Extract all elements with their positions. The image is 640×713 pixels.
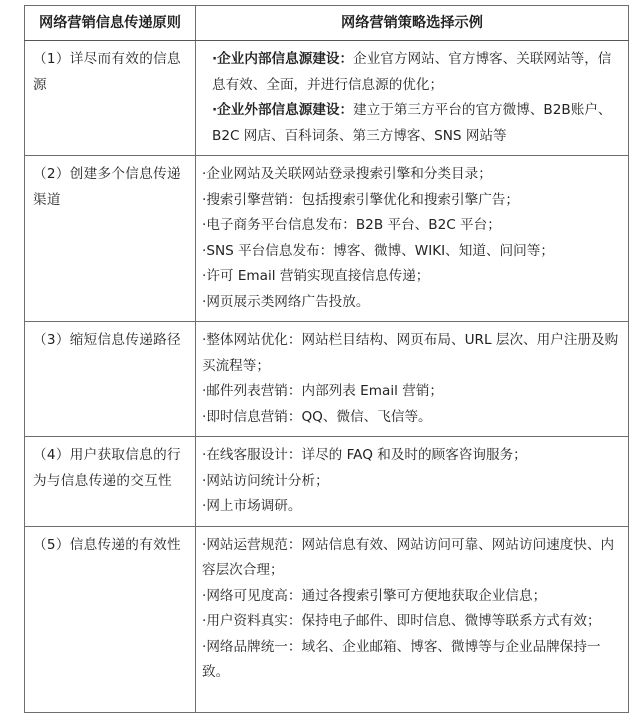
list-item: ·即时信息营销：QQ、微信、飞信等。: [202, 408, 432, 425]
item-heading: ·企业内部信息源建设：: [212, 51, 354, 67]
strategy-table: [24, 5, 629, 713]
item-heading: ·企业外部信息源建设：: [212, 102, 354, 118]
list-item: ·网站访问统计分析；: [202, 472, 329, 489]
principle-cell: （3）缩短信息传递路径: [25, 322, 196, 437]
list-item: ·网络可见度高：通过各搜索引擎可方便地获取企业信息；: [202, 587, 547, 604]
list-item: ·网上市场调研。: [202, 498, 302, 514]
table-row: [25, 156, 629, 322]
principle-cell: （4）用户获取信息的行为与信息传递的交互性: [25, 437, 196, 527]
list-item: ·电子商务平台信息发布：B2B 平台、B2C 平台；: [202, 217, 501, 233]
header-principle: 网络营销信息传递原则: [25, 6, 196, 41]
table-row: [25, 41, 629, 156]
header-strategy: 网络营销策略选择示例: [196, 6, 629, 41]
principle-cell: （2）创建多个信息传递渠道: [25, 156, 196, 322]
principle-cell: （1）详尽而有效的信息源: [25, 41, 196, 156]
list-item: ·网页展示类网络广告投放。: [202, 293, 370, 310]
item-text: 建立于第三方平台的官方微博、B2B账户、B2C 网店、百科词条、第三方博客、SNS 网站等: [212, 102, 612, 144]
list-item: ·在线客服设计：详尽的 FAQ 和及时的顾客咨询服务；: [202, 447, 527, 463]
examples-cell: [196, 526, 629, 712]
list-item: ·企业网站及关联网站登录搜索引擎和分类目录；: [202, 166, 492, 182]
examples-cell: [196, 41, 629, 156]
list-item: ·整体网站优化：网站栏目结构、网页布局、URL 层次、用户注册及购买流程等；: [202, 332, 619, 374]
list-item: ·用户资料真实：保持电子邮件、即时信息、微博等联系方式有效；: [202, 613, 601, 629]
list-item: [202, 98, 624, 149]
examples-cell: [196, 322, 629, 437]
examples-cell: [196, 437, 629, 527]
list-item: ·搜索引擎营销：包括搜索引擎优化和搜索引擎广告；: [202, 191, 519, 208]
examples-cell: [196, 156, 629, 322]
list-item: ·许可 Email 营销实现直接信息传递；: [202, 268, 430, 284]
item-text: 企业官方网站、官方博客、关联网站等，信息有效、全面，并进行信息源的优化；: [212, 51, 612, 93]
list-item: ·网络品牌统一：域名、企业邮箱、博客、微博等与企业品牌保持一致。: [202, 638, 601, 680]
list-item: [202, 47, 624, 98]
list-item: ·网站运营规范：网站信息有效、网站访问可靠、网站访问速度快、内容层次合理；: [202, 536, 615, 578]
principle-cell: （5）信息传递的有效性: [25, 526, 196, 712]
table-header-row: [25, 6, 629, 41]
table-row: [25, 526, 629, 712]
table-row: [25, 437, 629, 527]
list-item: ·邮件列表营销：内部列表 Email 营销；: [202, 383, 443, 399]
table-row: [25, 322, 629, 437]
list-item: ·SNS 平台信息发布：博客、微博、WIKI、知道、问问等；: [202, 242, 554, 259]
